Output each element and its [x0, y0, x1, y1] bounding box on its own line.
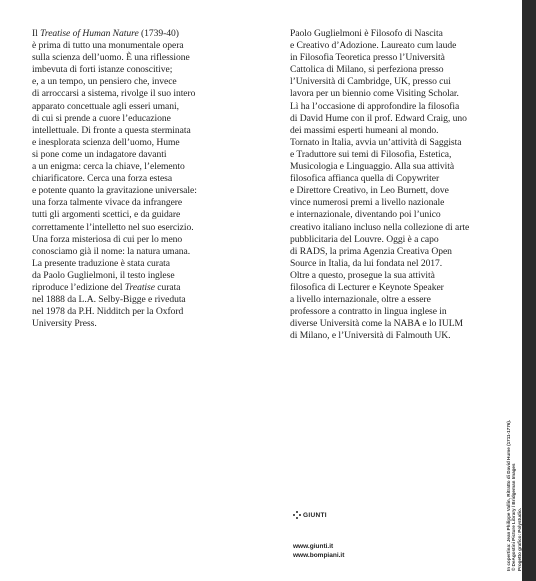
publisher-url-bompiani: www.bompiani.it	[293, 552, 345, 559]
text-line: l’Università di Cambridge, UK, presso cui	[290, 76, 451, 88]
text-line: di David Hume con il prof. Edward Craig, uno	[290, 112, 467, 124]
text-line	[32, 161, 260, 173]
text-line	[32, 258, 260, 270]
text-line	[32, 234, 260, 246]
text-line: a livello internazionale, oltre a essere	[290, 294, 431, 306]
text-line	[32, 149, 260, 161]
text-line: Oltre a questo, prosegue la sua attività	[290, 269, 435, 281]
text-line: Lì ha l’occasione di approfondire la filosofia	[290, 100, 460, 112]
publisher-logo	[293, 511, 327, 519]
text-line	[32, 197, 260, 209]
text-line: Source in Italia, da lui fondata nel 2017.	[290, 257, 443, 269]
text-line	[32, 294, 260, 306]
italic-title: Treatise of Human Nature	[40, 28, 139, 39]
text-segment: si pone come un indagatore davanti	[32, 148, 167, 160]
text-segment: (1739-40)	[138, 28, 179, 39]
text-line	[32, 306, 260, 318]
text-line: professore a contratto in lingua inglese in	[290, 306, 447, 318]
italic-title: Treatise	[124, 281, 155, 293]
text-line: filosofica affianca quella di Copywriter	[290, 173, 440, 185]
text-segment: intellettuale. Di fronte a questa sterminata	[32, 124, 191, 136]
text-segment: sulla scienza dell’uomo. È una riflessione	[32, 52, 190, 64]
text-line	[32, 185, 260, 197]
text-line: pubblicitaria del Louvre. Oggi è a capo	[290, 233, 439, 245]
text-segment: riproduce l’edizione del	[32, 281, 125, 293]
text-segment: nel 1888 da L.A. Selby-Bigge e riveduta	[32, 294, 186, 306]
text-segment: Il	[32, 28, 41, 39]
text-segment: correttamente l’intelletto nel suo esercizio.	[32, 221, 194, 233]
publisher-logo-text: GIUNTI	[303, 511, 327, 519]
text-segment: da Paolo Guglielmoni, il testo inglese	[32, 269, 175, 281]
text-line: Musicologia e Linguaggio. Alla sua attività	[290, 161, 455, 173]
text-line: lavora per un biennio come Visiting Scholar.	[290, 88, 459, 100]
spine-edge-bar	[522, 0, 536, 581]
text-line	[32, 125, 260, 137]
text-line: dei massimi esperti humeani al mondo.	[290, 124, 439, 136]
credits-line-cover: In copertina: Jean Philippe Vallin, Ritratto di David Hume (1711-1776).	[506, 419, 511, 571]
text-line: e Direttore Creativo, in Leo Burnett, dove	[290, 185, 449, 197]
cover-credits	[506, 420, 522, 571]
text-segment: di cui si prende a cuore l’educazione	[32, 112, 171, 124]
text-segment: chiarificatore. Cerca una forza estesa	[32, 173, 173, 185]
text-line: e Creativo d’Adozione. Laureato cum laude	[290, 40, 457, 52]
text-line	[32, 209, 260, 221]
text-segment: tutti gli argomenti scettici, e da guidare	[32, 209, 181, 221]
text-line	[32, 64, 260, 76]
credits-line-design: Progetto grafico: Polystudio.	[516, 507, 522, 571]
text-segment: curata	[154, 281, 181, 293]
text-line: e Traduttore sui temi di Filosofia, Estetica,	[290, 148, 452, 160]
description-text-column	[32, 28, 260, 330]
text-line: Paolo Guglielmoni è Filosofo di Nascita	[290, 28, 443, 39]
text-line	[32, 40, 260, 52]
text-segment: e, a un tempo, un pensiero che, invece	[32, 76, 177, 88]
text-line	[32, 222, 260, 234]
text-line	[32, 88, 260, 100]
text-segment: conosciamo già il nome: la natura umana.	[32, 245, 191, 257]
text-line: di RADS, la prima Agenzia Creativa Open	[290, 245, 452, 257]
text-line: creativo italiano incluso nella collezione di arte	[290, 221, 470, 233]
text-line: Tornato in Italia, avvia un’attività di Saggista	[290, 136, 462, 148]
text-segment: La presente traduzione è stata curata	[32, 257, 170, 269]
text-line	[32, 113, 260, 125]
text-segment: una forza talmente vivace da infrangere	[32, 197, 183, 209]
publisher-url-giunti: www.giunti.it	[293, 543, 334, 550]
text-line: e internazionale, diventando poi l’unico	[290, 209, 441, 221]
giunti-logo-icon	[293, 511, 301, 519]
text-line	[32, 101, 260, 113]
text-line	[32, 282, 260, 294]
text-line: Cattolica di Milano, si perfeziona presso	[290, 64, 444, 76]
text-segment: Una forza misteriosa di cui per lo meno	[32, 233, 183, 245]
text-line	[32, 173, 260, 185]
text-line: diverse Università come la NABA e lo IULM	[290, 318, 463, 330]
text-segment: e potente quanto la gravitazione universale:	[32, 185, 197, 197]
text-line: in Filosofia Teoretica presso l’Università	[290, 52, 445, 64]
text-segment: e inesplorata scienza dell’uomo, Hume	[32, 136, 180, 148]
text-line	[32, 246, 260, 258]
credits-line-copyright: © DeAgostini Picture Library / Bridgeman Images	[511, 463, 517, 571]
text-segment: imbevuta di forti istanze conoscitive;	[32, 64, 173, 76]
text-line	[32, 318, 260, 330]
text-line	[32, 137, 260, 149]
text-line: filosofica di Lecturer e Keynote Speaker	[290, 281, 444, 293]
text-segment: University Press.	[32, 318, 97, 330]
text-segment: apparato concettuale agli esseri umani,	[32, 100, 179, 112]
text-segment: a un enigma: cerca la chiave, l’elemento	[32, 161, 185, 173]
text-line: di Milano, e l’Università di Falmouth UK.	[290, 330, 451, 342]
text-segment: nel 1978 da P.H. Nidditch per la Oxford	[32, 306, 184, 318]
text-line	[32, 52, 260, 64]
text-segment: di arroccarsi a sistema, rivolge il suo intero	[32, 88, 196, 100]
text-segment: è prima di tutto una monumentale opera	[32, 40, 184, 52]
author-bio-text-column	[290, 28, 512, 342]
text-line	[32, 76, 260, 88]
text-line	[32, 28, 260, 40]
text-line: vince numerosi premi a livello nazionale	[290, 197, 445, 209]
text-line	[32, 270, 260, 282]
